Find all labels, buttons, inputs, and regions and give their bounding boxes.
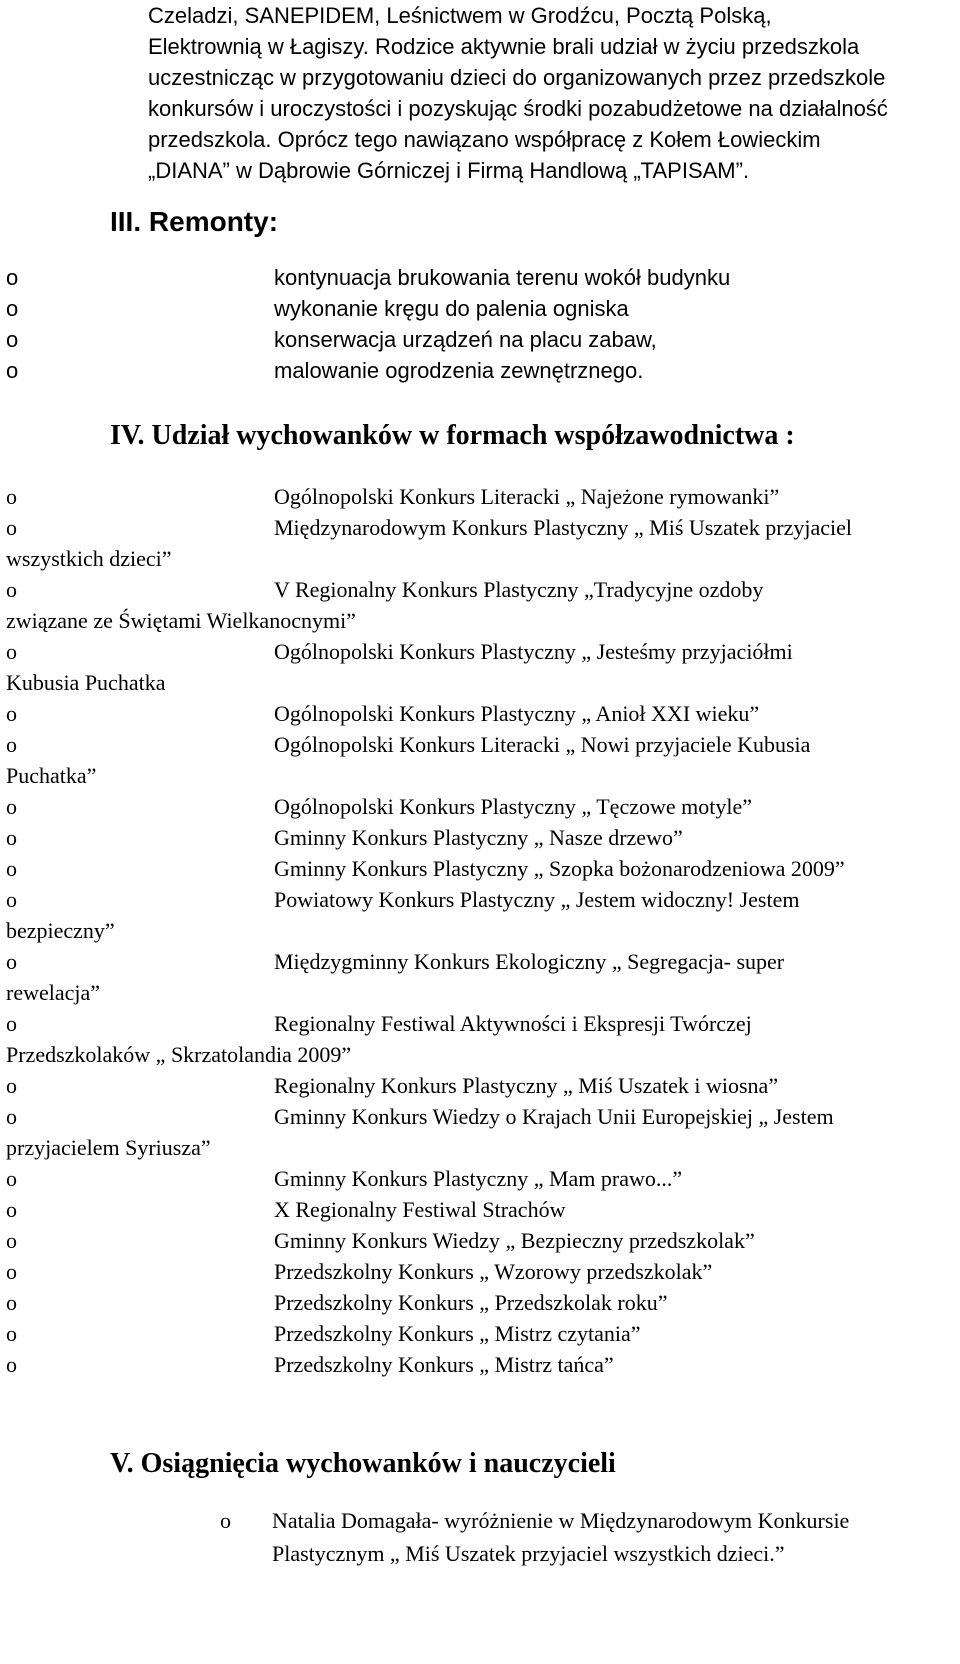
list-item-text: Gminny Konkurs Wiedzy o Krajach Unii Europejskiej „ Jestem: [274, 1104, 834, 1129]
list-item-text: Międzynarodowym Konkurs Plastyczny „ Miś Uszatek przyjaciel: [274, 515, 852, 540]
list-item-text: Powiatowy Konkurs Plastyczny „ Jestem widoczny! Jestem: [274, 887, 800, 912]
list-item-continuation: Przedszkolaków „ Skrzatolandia 2009”: [6, 1042, 352, 1067]
bullet-icon: o: [6, 794, 17, 819]
list-item: [0, 574, 960, 636]
list-item-text: Ogólnopolski Konkurs Literacki „ Najeżone rymowanki”: [274, 484, 780, 509]
bullet-icon: o: [6, 856, 17, 881]
list-item: [0, 1194, 960, 1225]
section-heading-udzial: IV. Udział wychowanków w formach współzawodnictwa :: [110, 420, 795, 451]
list-item-continuation: Puchatka”: [6, 763, 97, 788]
list-item: [0, 791, 960, 822]
section-heading-remonty: III. Remonty:: [110, 206, 279, 237]
list-item-text: Ogólnopolski Konkurs Plastyczny „ Tęczowe motyle”: [274, 794, 752, 819]
list-item-text: Ogólnopolski Konkurs Plastyczny „ Anioł XXI wieku”: [274, 701, 760, 726]
list-item-text: Ogólnopolski Konkurs Literacki „ Nowi przyjaciele Kubusia: [274, 732, 811, 757]
list-item: [0, 355, 960, 386]
list-item-text: Regionalny Festiwal Aktywności i Ekspresji Twórczej: [274, 1011, 752, 1036]
bullet-icon: o: [6, 1197, 17, 1222]
list-item-text: malowanie ogrodzenia zewnętrznego.: [274, 358, 644, 383]
bullet-icon: o: [6, 327, 19, 352]
bullet-icon: o: [6, 265, 19, 290]
bullet-icon: o: [6, 1290, 17, 1315]
list-item: [0, 636, 960, 698]
bullet-icon: o: [6, 701, 17, 726]
intro-paragraph: [148, 0, 948, 186]
list-item: [0, 1349, 960, 1380]
list-item-text: X Regionalny Festiwal Strachów: [274, 1197, 566, 1222]
list-item: [0, 1225, 960, 1256]
bullet-icon: o: [6, 1228, 17, 1253]
list-item-text: Przedszkolny Konkurs „ Przedszkolak roku”: [274, 1290, 668, 1315]
list-item: [0, 1008, 960, 1070]
list-item: [0, 822, 960, 853]
bullet-icon: o: [6, 1104, 17, 1129]
bullet-icon: o: [6, 1011, 17, 1036]
bullet-icon: o: [6, 358, 19, 383]
bullet-icon: o: [6, 1166, 17, 1191]
list-item: [0, 481, 960, 512]
list-item-text: konserwacja urządzeń na placu zabaw,: [274, 327, 657, 352]
bullet-icon: o: [6, 949, 17, 974]
remonty-list: [0, 262, 960, 386]
list-item: [0, 729, 960, 791]
list-item-text: Gminny Konkurs Plastyczny „ Mam prawo...”: [274, 1166, 683, 1191]
list-item: [0, 884, 960, 946]
bullet-icon: o: [6, 639, 17, 664]
list-item-continuation: Kubusia Puchatka: [6, 670, 166, 695]
list-item: [0, 1504, 960, 1570]
bullet-icon: o: [6, 577, 17, 602]
list-item-text: Plastycznym „ Miś Uszatek przyjaciel wszystkich dzieci.”: [272, 1541, 785, 1566]
udzial-list: [0, 481, 960, 1380]
intro-line: „DIANA” w Dąbrowie Górniczej i Firmą Handlową „TAPISAM”.: [148, 158, 750, 183]
list-item-continuation: wszystkich dzieci”: [6, 546, 172, 571]
list-item-text: Natalia Domagała- wyróżnienie w Międzynarodowym Konkursie: [272, 1508, 850, 1533]
list-item: [0, 262, 960, 293]
list-item-text: V Regionalny Konkurs Plastyczny „Tradycyjne ozdoby: [274, 577, 764, 602]
bullet-icon: o: [6, 732, 17, 757]
list-item-text: Ogólnopolski Konkurs Plastyczny „ Jesteśmy przyjaciółmi: [274, 639, 793, 664]
list-item-text: kontynuacja brukowania terenu wokół budynku: [274, 265, 731, 290]
list-item: [0, 698, 960, 729]
osiagniecia-list: [0, 1504, 960, 1570]
intro-line: Czeladzi, SANEPIDEM, Leśnictwem w Grodźcu, Pocztą Polską,: [148, 3, 772, 28]
list-item: [0, 1070, 960, 1101]
list-item-text: Przedszkolny Konkurs „ Wzorowy przedszkolak”: [274, 1259, 713, 1284]
list-item-text: Gminny Konkurs Wiedzy „ Bezpieczny przedszkolak”: [274, 1228, 755, 1253]
intro-line: Elektrownią w Łagiszy. Rodzice aktywnie brali udział w życiu przedszkola: [148, 34, 860, 59]
list-item-continuation: bezpieczny”: [6, 918, 115, 943]
list-item-text: Międzygminny Konkurs Ekologiczny „ Segregacja- super: [274, 949, 785, 974]
bullet-icon: o: [220, 1508, 231, 1533]
bullet-icon: o: [6, 1321, 17, 1346]
list-item-text: Przedszkolny Konkurs „ Mistrz czytania”: [274, 1321, 641, 1346]
intro-line: uczestnicząc w przygotowaniu dzieci do organizowanych przez przedszkole: [148, 65, 886, 90]
list-item-text: wykonanie kręgu do palenia ogniska: [274, 296, 629, 321]
list-item: [0, 293, 960, 324]
bullet-icon: o: [6, 515, 17, 540]
section-heading-osiagniecia: V. Osiągnięcia wychowanków i nauczycieli: [110, 1448, 616, 1479]
intro-line: przedszkola. Oprócz tego nawiązano współpracę z Kołem Łowieckim: [148, 127, 821, 152]
bullet-icon: o: [6, 887, 17, 912]
list-item-continuation: przyjacielem Syriusza”: [6, 1135, 211, 1160]
list-item: [0, 512, 960, 574]
list-item-text: Przedszkolny Konkurs „ Mistrz tańca”: [274, 1352, 614, 1377]
list-item: [0, 1318, 960, 1349]
bullet-icon: o: [6, 1073, 17, 1098]
bullet-icon: o: [6, 825, 17, 850]
list-item: [0, 324, 960, 355]
list-item: [0, 853, 960, 884]
list-item-continuation: związane ze Świętami Wielkanocnymi”: [6, 608, 356, 633]
list-item-text: Regionalny Konkurs Plastyczny „ Miś Uszatek i wiosna”: [274, 1073, 779, 1098]
bullet-icon: o: [6, 1352, 17, 1377]
list-item: [0, 1287, 960, 1318]
list-item: [0, 946, 960, 1008]
bullet-icon: o: [6, 484, 17, 509]
bullet-icon: o: [6, 1259, 17, 1284]
list-item: [0, 1163, 960, 1194]
list-item-text: Gminny Konkurs Plastyczny „ Nasze drzewo”: [274, 825, 683, 850]
list-item: [0, 1256, 960, 1287]
list-item-text: Gminny Konkurs Plastyczny „ Szopka bożonarodzeniowa 2009”: [274, 856, 845, 881]
list-item-continuation: rewelacja”: [6, 980, 101, 1005]
intro-line: konkursów i uroczystości i pozyskując środki pozabudżetowe na działalność: [148, 96, 888, 121]
list-item: [0, 1101, 960, 1163]
bullet-icon: o: [6, 296, 19, 321]
